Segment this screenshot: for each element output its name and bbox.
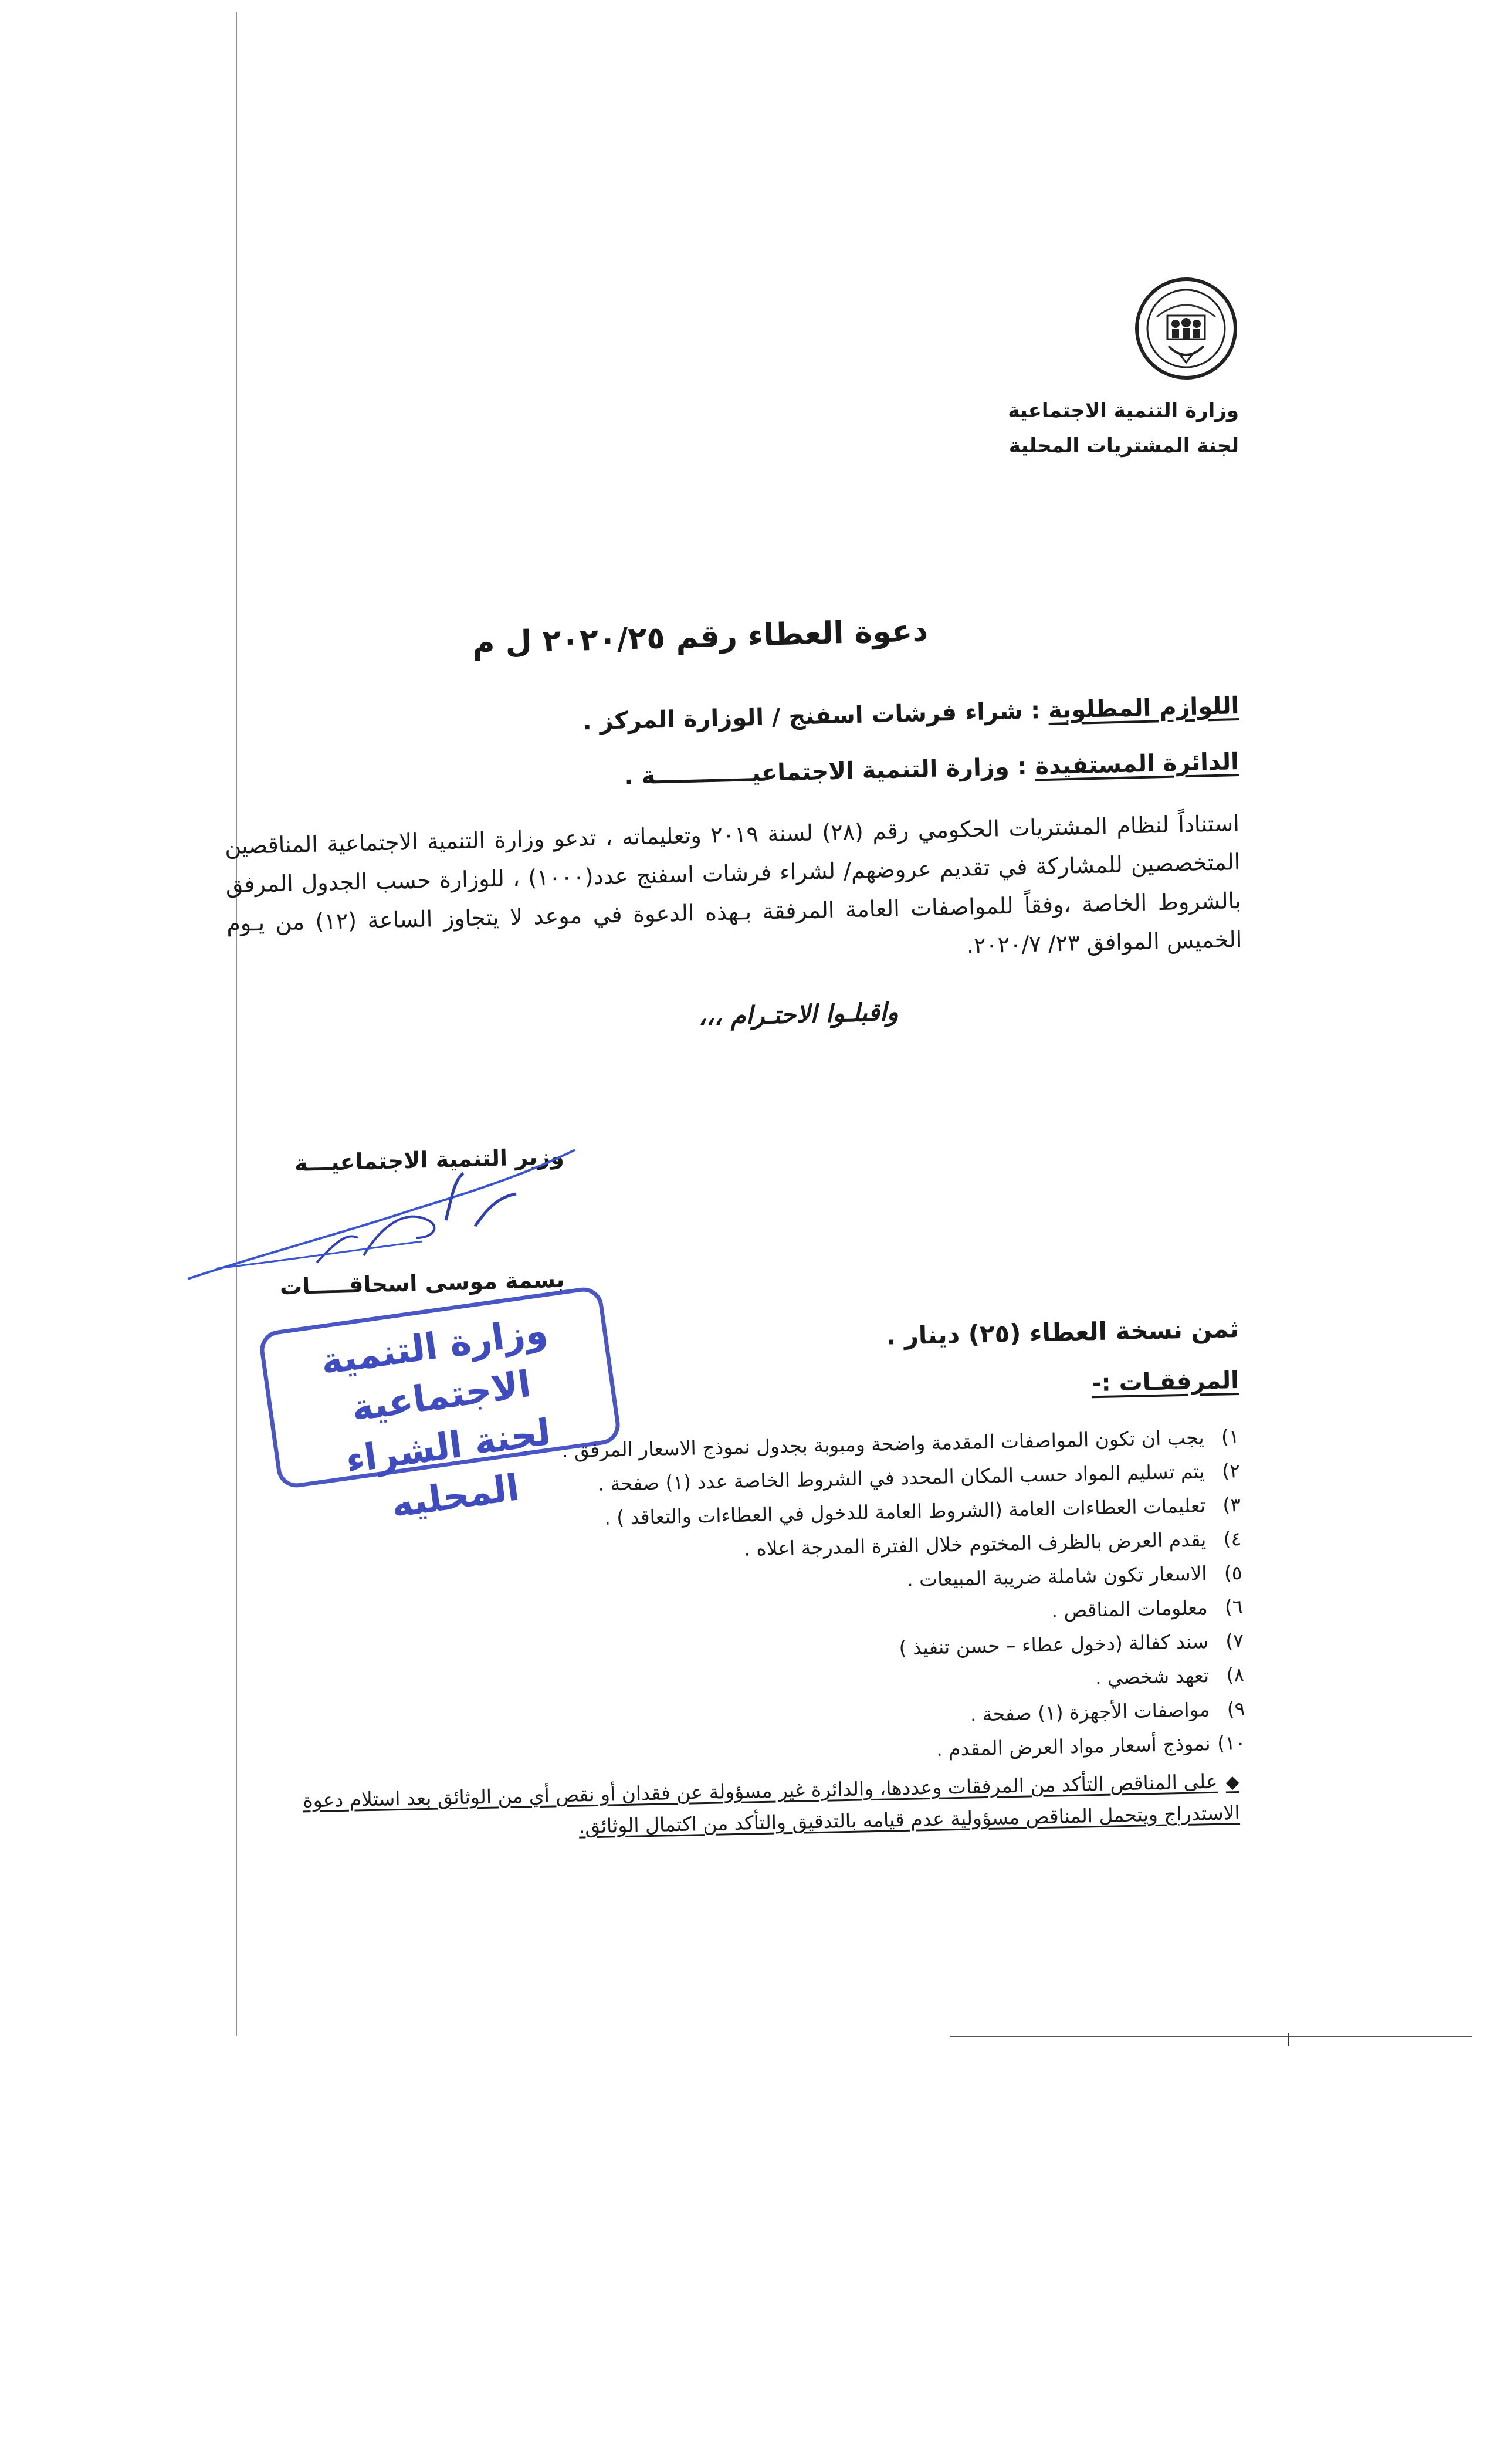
- item-number: ٣): [1222, 1492, 1241, 1517]
- ministry-name: وزارة التنمية الاجتماعية: [1008, 399, 1239, 422]
- tender-price: ثمن نسخة العطاء (٢٥) دينار .: [886, 1314, 1239, 1351]
- supplies-value: : شراء فرشات اسفنج / الوزارة المركز .: [582, 697, 1041, 736]
- item-text: نموذج أسعار مواد العرض المقدم .: [936, 1732, 1211, 1761]
- bottom-tick: [1288, 2033, 1289, 2046]
- item-number: ٧): [1225, 1629, 1244, 1653]
- bottom-rule: [950, 2036, 1472, 2037]
- attachments-list: [359, 1420, 1246, 1778]
- item-number: ٥): [1224, 1561, 1242, 1585]
- item-text: معلومات المناقص .: [1051, 1596, 1208, 1622]
- item-number: ٩): [1227, 1697, 1245, 1721]
- attachments-note: [236, 1766, 1240, 1849]
- supplies-field: [582, 692, 1239, 735]
- item-text: مواصفات الأجهزة (١) صفحة .: [970, 1698, 1210, 1726]
- item-number: ٢): [1221, 1458, 1241, 1483]
- document-title: دعوة العطاء رقم ٢٠٢٠/٢٥ ل م: [472, 613, 929, 661]
- closing-phrase: واقبلـوا الاحتـرام ،،،: [697, 997, 899, 1031]
- supplies-label: اللوازم المطلوبة: [1048, 692, 1239, 724]
- beneficiary-label: الدائرة المستفيدة: [1035, 748, 1239, 780]
- ministry-logo: [1133, 276, 1239, 381]
- item-number: ٤): [1223, 1527, 1242, 1551]
- beneficiary-field: [624, 748, 1239, 790]
- item-text: يتم تسليم المواد حسب المكان المحدد في الشروط الخاصة عدد (١) صفحة .: [598, 1460, 1205, 1495]
- signatory-role: وزير التنمية الاجتماعيـــة: [294, 1143, 565, 1177]
- item-text: يجب ان تكون المواصفات المقدمة واضحة ومبوبة بجدول نموذج الاسعار المرفق .: [561, 1426, 1205, 1463]
- item-text: الاسعار تكون شاملة ضريبة المبيعات .: [906, 1562, 1207, 1591]
- letterhead: [1008, 393, 1239, 463]
- signatory-name: بسمة موسى اسحاقـــــات: [279, 1266, 565, 1300]
- committee-name: لجنة المشتريات المحلية: [1008, 434, 1239, 458]
- attachments-heading: المرفقـات :-: [1091, 1367, 1239, 1397]
- item-number: ٨): [1226, 1663, 1245, 1687]
- note-text: على المناقص التأكد من المرفقات وعددها، والدائرة غير مسؤولة عن فقدان أو نقص أي من الوثائق بعد استلام دعوة الاستدراج ويتحمل المناقص مسؤولية عدم قيامه بالتدقيق والتأكد من اكتمال الوثائق.: [302, 1769, 1241, 1838]
- stamp-line-2: لجنة الشراء المحليه: [343, 1410, 554, 1527]
- stamp-line-1: وزارة التنمية الاجتماعية: [318, 1308, 550, 1430]
- item-number: ٦): [1224, 1595, 1244, 1619]
- item-text: تعهد شخصي .: [1095, 1664, 1210, 1690]
- invitation-body: استناداً لنظام المشتريات الحكومي رقم (٢٨) لسنة ٢٠١٩ وتعليماته ، تدعو وزارة التنمية الاجتماعية المناقصين المتخصصين للمشاركة في تقديم عروضهم/ لشراء فرشات اسفنج عدد(١٠٠٠) ، للوزارة حسب الجدول المرفق بالشروط الخاصة ،وفقاً للمواصفات العامة المرفقة بـهذه الدعوة في موعد لا يتجاوز الساعة (١٢) من يـوم الخميس الموافق ٢٣/ ٢٠٢٠/٧.: [224, 810, 1242, 959]
- item-text: تعليمات العطاءات العامة (الشروط العامة للدخول في العطاءات والتعاقد ) .: [604, 1494, 1206, 1529]
- item-text: يقدم العرض بالظرف المختوم خلال الفترة المدرجة اعلاه .: [743, 1528, 1207, 1561]
- item-text: سند كفالة (دخول عطاء – حسن تنفيذ ): [899, 1630, 1209, 1660]
- left-margin-line: [236, 12, 237, 2036]
- item-number: ١٠): [1217, 1731, 1246, 1755]
- diamond-bullet-icon: ◆: [1225, 1771, 1239, 1793]
- beneficiary-value: : وزارة التنمية الاجتماعيــــــــــــة .: [624, 753, 1028, 790]
- item-number: ١): [1221, 1424, 1240, 1448]
